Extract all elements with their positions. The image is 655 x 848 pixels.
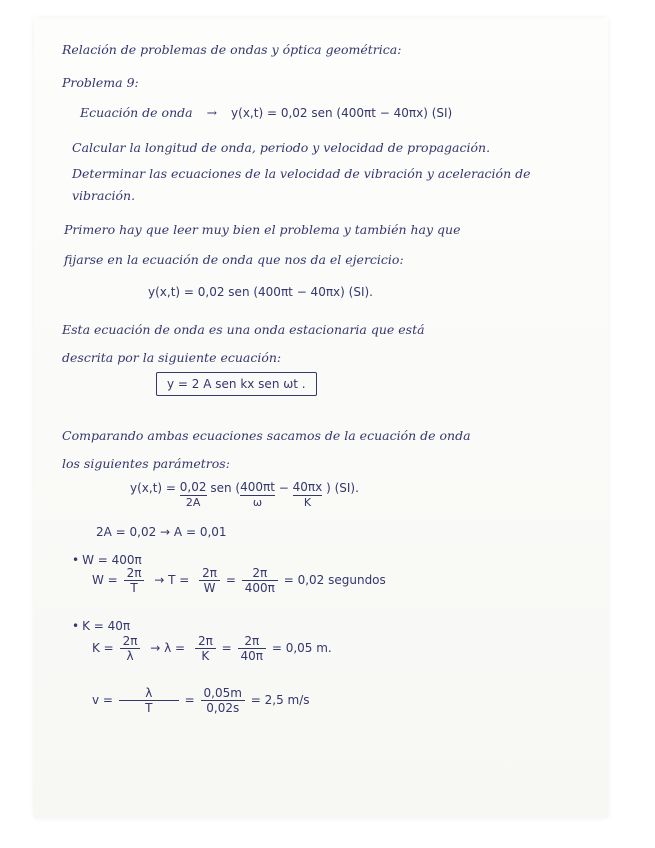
k-value-line — [72, 618, 130, 634]
omega-term: $\frac{400\pi t}{\omega}$ — [240, 480, 275, 509]
fraction: $\frac{2\pi}{400\pi}$ — [242, 566, 278, 595]
wave-eq-label: Ecuación de onda — [80, 105, 193, 120]
fraction: $\frac{2\pi}{40\pi}$ — [238, 634, 267, 663]
fraction: $\frac{2\pi}{K}$ — [195, 634, 216, 663]
minus-sign: − — [278, 481, 289, 495]
paragraph-1-line-1: Primero hay que leer muy bien el problema y también hay que — [64, 222, 461, 237]
fraction: $\frac{0,05m}{0,02s}$ — [201, 686, 245, 715]
task-2-line-2: vibración. — [72, 188, 136, 203]
paragraph-1-line-2: fijarse en la ecuación de onda que nos da el ejercicio: — [64, 252, 404, 267]
bullet-icon: • — [72, 553, 80, 567]
amplitude-result: 2A = 0,02 → A = 0,01 — [96, 525, 227, 539]
paragraph-2-line-2: descrita por la siguiente ecuación: — [62, 350, 282, 365]
wave-equation-line — [80, 105, 452, 121]
task-1: Calcular la longitud de onda, periodo y velocidad de propagación. — [72, 140, 491, 155]
problem-label: Problema 9: — [62, 75, 139, 90]
standing-wave-equation: y = 2 A sen kx sen ωt . — [156, 372, 317, 396]
paragraph-2-line-1: Esta ecuación de onda es una onda estacionaria que está — [62, 322, 425, 337]
comparison-close: ) (SI). — [326, 481, 359, 495]
paragraph-3-line-2: los siguientes parámetros: — [62, 456, 230, 471]
k-term: $\frac{40\pi x}{K}$ — [292, 480, 323, 509]
omega-value: W = 400π — [82, 553, 142, 567]
period-calculation: W = $\frac{2\pi}{T}$ → T = $\frac{2\pi}{W}$ = $\frac{2\pi}{400\pi}$ = 0,02 segundos — [92, 566, 386, 595]
sen-open: sen ( — [210, 481, 241, 495]
k-value: K = 40π — [82, 619, 131, 633]
comparison-equation — [130, 480, 359, 510]
fraction: $\frac{2\pi}{W}$ — [199, 566, 220, 595]
bullet-icon: • — [72, 619, 80, 633]
fraction: $\frac{2\pi}{T}$ — [124, 566, 145, 595]
arrow-icon: → — [206, 105, 218, 120]
paragraph-3-line-1: Comparando ambas ecuaciones sacamos de la ecuación de onda — [62, 428, 471, 443]
wave-equation-repeat: y(x,t) = 0,02 sen (400πt − 40πx) (SI). — [148, 285, 373, 299]
fraction: $\frac{\lambda}{T}$ — [119, 686, 179, 715]
comparison-lhs: y(x,t) = — [130, 481, 176, 495]
fraction: $\frac{2\pi}{\lambda}$ — [120, 634, 141, 663]
page-title: Relación de problemas de ondas y óptica geométrica: — [62, 42, 402, 57]
wave-equation: y(x,t) = 0,02 sen (400πt − 40πx) (SI) — [231, 106, 453, 120]
task-2-line-1: Determinar las ecuaciones de la velocidad de vibración y aceleración de — [72, 166, 531, 181]
velocity-calculation: v = $\frac{\lambda}{T}$ = $\frac{0,05m}{0,02s}$ = 2,5 m/s — [92, 686, 310, 715]
wavelength-calculation: K = $\frac{2\pi}{\lambda}$ → λ = $\frac{2\pi}{K}$ = $\frac{2\pi}{40\pi}$ = 0,05 m. — [92, 634, 332, 663]
standing-wave-equation-box — [156, 376, 317, 392]
amplitude-term: $\frac{0,02}{2A}$ — [179, 480, 207, 509]
